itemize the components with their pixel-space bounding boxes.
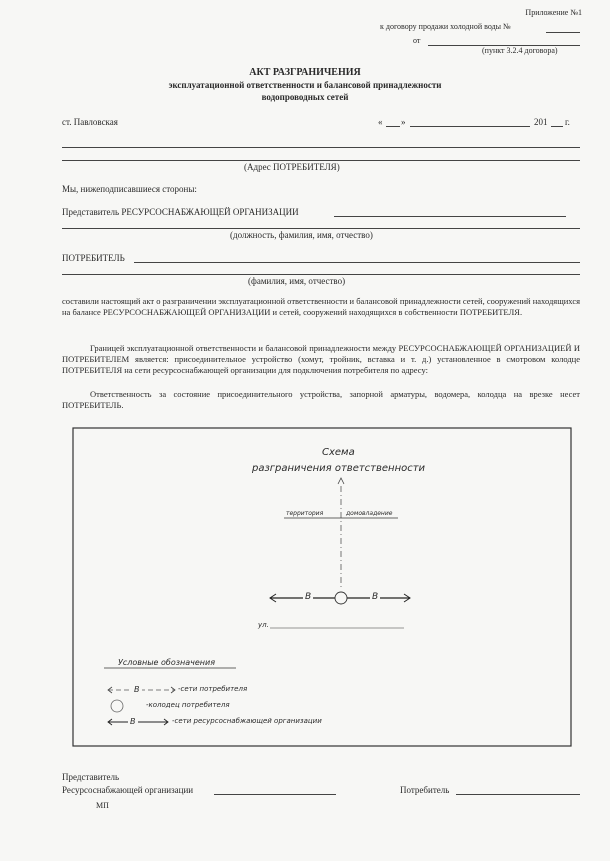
pipe-marker-right: В (372, 592, 379, 602)
supplier-signature-line (214, 794, 336, 795)
scheme-subtitle: разграничения ответственности (252, 463, 426, 474)
consumer-caption: (фамилия, имя, отчество) (248, 276, 346, 286)
supplier-signature-org: Ресурсоснабжающей организации (62, 785, 194, 795)
legend-well-circle (111, 700, 123, 712)
consumer-label: ПОТРЕБИТЕЛЬ (62, 253, 125, 263)
pipe-arrow-top (338, 478, 344, 484)
contract-ref: к договору продажи холодной воды № (380, 22, 511, 31)
legend-title: Условные обозначения (118, 658, 216, 667)
legend-consumer-label: -сети потребителя (178, 685, 248, 693)
scheme-title: Схема (322, 447, 355, 458)
consumer-signature-label: Потребитель (400, 785, 450, 795)
supplier-rep-caption: (должность, фамилия, имя, отчество) (230, 230, 373, 240)
legend-supplier-label: -сети ресурсоснабжающей организации (172, 717, 322, 725)
paragraph-2: Границей эксплуатационной ответственности и балансовой принадлежности между РЕСУРСОСНАБЖАЮЩЕЙ ОРГАНИЗАЦИЕЙ И ПОТРЕБИТЕЛЕМ является: присоединительное устройство (хомут, тройник, вставка и т. д.) установленное в смотровом колодце ПОТРЕБИТЕЛЯ на сети ресурсоснабжающей организации для подключения потребителя по адресу: (62, 343, 580, 375)
date-year-suffix: г. (565, 117, 570, 127)
consumer-well (335, 592, 347, 604)
ownership-label: домовладение (346, 510, 393, 517)
act-subtitle-2: водопроводных сетей (261, 92, 349, 102)
contract-from: от (413, 36, 421, 45)
appendix-label: Приложение №1 (525, 8, 582, 17)
date-day-close: » (401, 117, 406, 127)
territory-label: территория (286, 510, 324, 517)
date-day-open: « (378, 117, 383, 127)
legend-supplier-marker: В (130, 717, 136, 726)
pipe-marker-left: В (305, 592, 312, 602)
consumer-signature-line (456, 794, 580, 795)
supplier-rep-label: Представитель РЕСУРСОСНАБЖАЮЩЕЙ ОРГАНИЗАЦИИ (62, 207, 299, 217)
scheme-frame (73, 428, 571, 746)
street-label: ул. (258, 621, 269, 629)
stamp-label: МП (96, 801, 109, 810)
parties-intro: Мы, нижеподписавшиеся стороны: (62, 184, 197, 194)
act-title: АКТ РАЗГРАНИЧЕНИЯ (249, 67, 361, 78)
paragraph-3: Ответственность за состояние присоединительного устройства, запорной арматуры, водомера, колодца на врезке несет ПОТРЕБИТЕЛЬ. (62, 389, 580, 410)
date-year: 201 (534, 117, 548, 127)
legend-consumer-marker: В (134, 685, 140, 694)
address-caption: (Адрес ПОТРЕБИТЕЛЯ) (244, 162, 340, 172)
paragraph-1: составили настоящий акт о разграничении эксплуатационной ответственности и балансовой принадлежности сетей, сооружений находящихся на балансе РЕСУРСОСНАБЖАЮЩЕЙ ОРГАНИЗАЦИИ и сетей, сооружений находящихся в собственности ПОТРЕБИТЕЛЯ. (62, 296, 580, 317)
place-name: ст. Павловская (62, 117, 118, 127)
contract-clause: (пункт 3.2.4 договора) (482, 46, 558, 55)
legend-well-label: -колодец потребителя (146, 701, 230, 709)
act-subtitle: эксплуатационной ответственности и балансовой принадлежности (168, 80, 442, 90)
supplier-signature-title: Представитель (62, 772, 120, 782)
